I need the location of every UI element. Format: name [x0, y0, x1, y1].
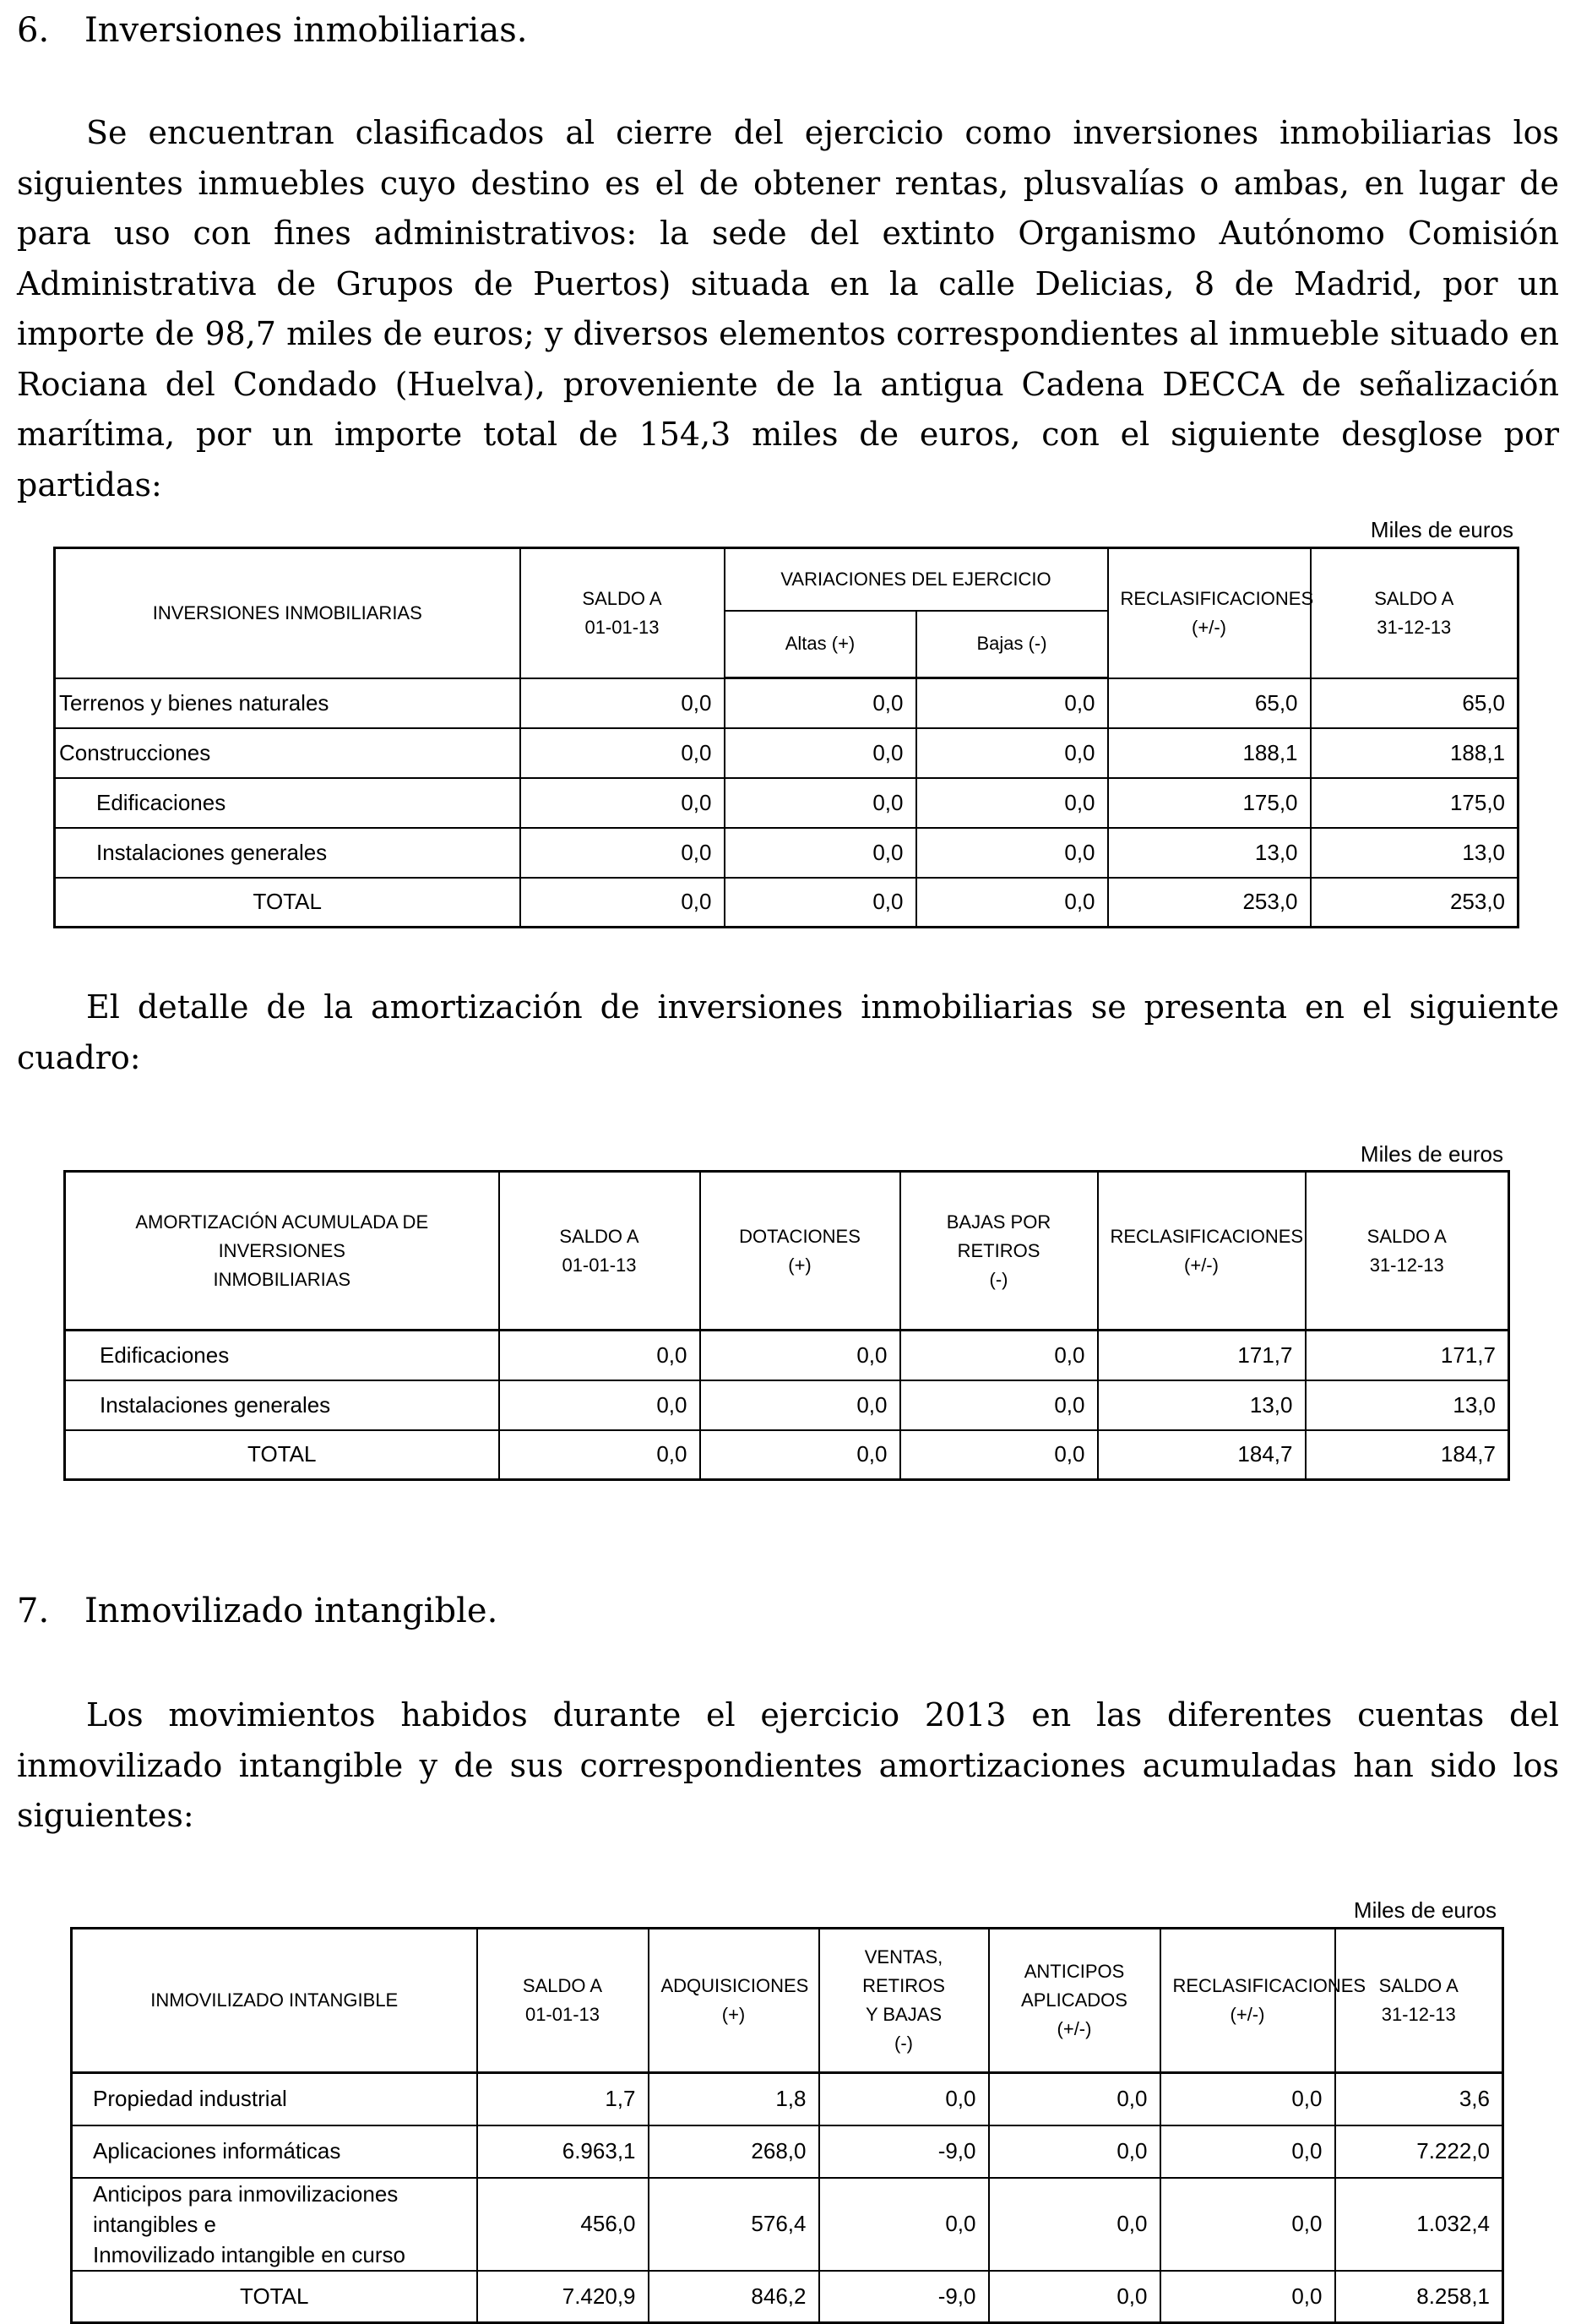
row-label: Aplicaciones informáticas	[72, 2125, 477, 2178]
section-7-intro-paragraph: Los movimientos habidos durante el ejercicio 2013 en las diferentes cuentas del inmovilizado intangible y de sus correspondientes amortizaciones acumuladas han sido los siguientes:	[17, 1696, 1559, 1834]
cell: 0,0	[499, 1430, 700, 1480]
row-label: TOTAL	[55, 878, 520, 928]
cell: 0,0	[1160, 2271, 1335, 2323]
cell: 1,7	[477, 2073, 649, 2125]
amortization-detail-paragraph: El detalle de la amortización de inversiones inmobiliarias se presenta en el siguiente cuadro:	[17, 988, 1559, 1076]
row-label: TOTAL	[65, 1430, 499, 1480]
cell: 0,0	[725, 728, 916, 778]
table-row	[55, 778, 1519, 828]
cell: 0,0	[520, 678, 725, 728]
header-concept: INMOVILIZADO INTANGIBLE	[72, 1929, 477, 2073]
cell: 0,0	[700, 1380, 900, 1430]
section-heading-7	[17, 1587, 497, 1635]
header-bajas-retiros: BAJAS POR RETIROS (-)	[900, 1172, 1098, 1331]
section-number: 6.	[17, 11, 50, 50]
cell: 0,0	[916, 728, 1108, 778]
cell: 6.963,1	[477, 2125, 649, 2178]
cell: 175,0	[1311, 778, 1519, 828]
cell: 0,0	[520, 878, 725, 928]
cell: 13,0	[1108, 828, 1311, 878]
table-row-total	[72, 2271, 1503, 2323]
cell: 188,1	[1311, 728, 1519, 778]
row-label: Edificaciones	[65, 1331, 499, 1380]
row-label: TOTAL	[72, 2271, 477, 2323]
cell: 175,0	[1108, 778, 1311, 828]
table-row	[65, 1380, 1509, 1430]
table-row	[55, 678, 1519, 728]
cell: 0,0	[520, 828, 725, 878]
header-ventas-retiros-bajas: VENTAS, RETIROS Y BAJAS (-)	[819, 1929, 989, 2073]
cell: 0,0	[499, 1331, 700, 1380]
cell: -9,0	[819, 2271, 989, 2323]
cell: 0,0	[989, 2271, 1160, 2323]
header-saldo-inicial: SALDO A 01-01-13	[499, 1172, 700, 1331]
row-label: Anticipos para inmovilizaciones intangibles e Inmovilizado intangible en curso	[72, 2178, 477, 2271]
header-reclasificaciones: RECLASIFICACIONES (+/-)	[1160, 1929, 1335, 2073]
cell: 0,0	[725, 878, 916, 928]
cell: 0,0	[916, 878, 1108, 928]
cell: 0,0	[725, 828, 916, 878]
cell: 0,0	[1160, 2073, 1335, 2125]
cell: 576,4	[649, 2178, 819, 2271]
section-heading-6	[17, 7, 527, 54]
header-saldo-final: SALDO A 31-12-13	[1335, 1929, 1503, 2073]
section-title: Inversiones inmobiliarias.	[84, 11, 528, 50]
cell: 0,0	[520, 728, 725, 778]
header-concept: INVERSIONES INMOBILIARIAS	[55, 548, 520, 678]
cell: 13,0	[1098, 1380, 1306, 1430]
header-reclasificaciones: RECLASIFICACIONES (+/-)	[1108, 548, 1311, 678]
cell: 0,0	[499, 1380, 700, 1430]
table-row-total	[55, 878, 1519, 928]
cell: 171,7	[1098, 1331, 1306, 1380]
cell: 0,0	[989, 2073, 1160, 2125]
table-row	[72, 2178, 1503, 2271]
header-bajas: Bajas (-)	[916, 611, 1108, 678]
header-adquisiciones: ADQUISICIONES (+)	[649, 1929, 819, 2073]
table-row	[55, 828, 1519, 878]
cell: 188,1	[1108, 728, 1311, 778]
row-label: Propiedad industrial	[72, 2073, 477, 2125]
header-saldo-final: SALDO A 31-12-13	[1306, 1172, 1509, 1331]
cell: 0,0	[700, 1331, 900, 1380]
cell: 268,0	[649, 2125, 819, 2178]
cell: 0,0	[725, 678, 916, 728]
inmovilizado-intangible-table	[70, 1927, 1504, 2324]
units-label: Miles de euros	[1370, 517, 1513, 542]
cell: -9,0	[819, 2125, 989, 2178]
section-title: Inmovilizado intangible.	[84, 1592, 498, 1630]
header-saldo-final: SALDO A 31-12-13	[1311, 548, 1519, 678]
cell: 0,0	[900, 1380, 1098, 1430]
cell: 13,0	[1306, 1380, 1509, 1430]
section-number: 7.	[17, 1592, 50, 1630]
cell: 7.222,0	[1335, 2125, 1503, 2178]
table-row	[55, 728, 1519, 778]
header-anticipos-aplicados: ANTICIPOS APLICADOS (+/-)	[989, 1929, 1160, 2073]
cell: 1,8	[649, 2073, 819, 2125]
cell: 0,0	[725, 778, 916, 828]
cell: 184,7	[1098, 1430, 1306, 1480]
header-saldo-inicial: SALDO A 01-01-13	[477, 1929, 649, 2073]
header-saldo-inicial: SALDO A 01-01-13	[520, 548, 725, 678]
cell: 0,0	[900, 1331, 1098, 1380]
cell: 8.258,1	[1335, 2271, 1503, 2323]
cell: 0,0	[916, 678, 1108, 728]
cell: 0,0	[989, 2125, 1160, 2178]
cell: 65,0	[1311, 678, 1519, 728]
table-row	[65, 1331, 1509, 1380]
cell: 0,0	[520, 778, 725, 828]
row-label: Instalaciones generales	[65, 1380, 499, 1430]
row-label: Construcciones	[55, 728, 520, 778]
cell: 65,0	[1108, 678, 1311, 728]
header-concept: AMORTIZACIÓN ACUMULADA DE INVERSIONES INMOBILIARIAS	[65, 1172, 499, 1331]
cell: 0,0	[1160, 2178, 1335, 2271]
amortizacion-table	[63, 1170, 1510, 1481]
cell: 0,0	[819, 2178, 989, 2271]
cell: 3,6	[1335, 2073, 1503, 2125]
cell: 253,0	[1311, 878, 1519, 928]
cell: 0,0	[900, 1430, 1098, 1480]
table-row	[72, 2073, 1503, 2125]
table-row-total	[65, 1430, 1509, 1480]
cell: 456,0	[477, 2178, 649, 2271]
row-label: Edificaciones	[55, 778, 520, 828]
cell: 0,0	[916, 828, 1108, 878]
cell: 253,0	[1108, 878, 1311, 928]
row-label: Instalaciones generales	[55, 828, 520, 878]
cell: 13,0	[1311, 828, 1519, 878]
table-row	[72, 2125, 1503, 2178]
header-dotaciones: DOTACIONES (+)	[700, 1172, 900, 1331]
inversiones-inmobiliarias-table	[53, 547, 1519, 928]
cell: 0,0	[700, 1430, 900, 1480]
cell: 0,0	[819, 2073, 989, 2125]
header-variaciones: VARIACIONES DEL EJERCICIO	[725, 548, 1108, 611]
units-label: Miles de euros	[1360, 1141, 1503, 1167]
row-label: Terrenos y bienes naturales	[55, 678, 520, 728]
cell: 7.420,9	[477, 2271, 649, 2323]
section-6-intro-paragraph: Se encuentran clasificados al cierre del ejercicio como inversiones inmobiliarias los siguientes inmuebles cuyo destino es el de obtener rentas, plusvalías o ambas, en lugar de para uso con fines administrativos: la sede del extinto Organismo Autónomo Comisión Administrativa de Grupos de Puertos) situada en la calle Delicias, 8 de Madrid, por un importe de 98,7 miles de euros; y diversos elementos correspondientes al inmueble situado en Rociana del Condado (Huelva), proveniente de la antigua Cadena DECCA de señalización marítima, por un importe total de 154,3 miles de euros, con el siguiente desglose por partidas:	[17, 114, 1559, 503]
cell: 0,0	[1160, 2125, 1335, 2178]
header-altas: Altas (+)	[725, 611, 916, 678]
cell: 171,7	[1306, 1331, 1509, 1380]
cell: 846,2	[649, 2271, 819, 2323]
cell: 0,0	[916, 778, 1108, 828]
header-reclasificaciones: RECLASIFICACIONES (+/-)	[1098, 1172, 1306, 1331]
units-label: Miles de euros	[1353, 1897, 1497, 1923]
cell: 184,7	[1306, 1430, 1509, 1480]
cell: 0,0	[989, 2178, 1160, 2271]
cell: 1.032,4	[1335, 2178, 1503, 2271]
